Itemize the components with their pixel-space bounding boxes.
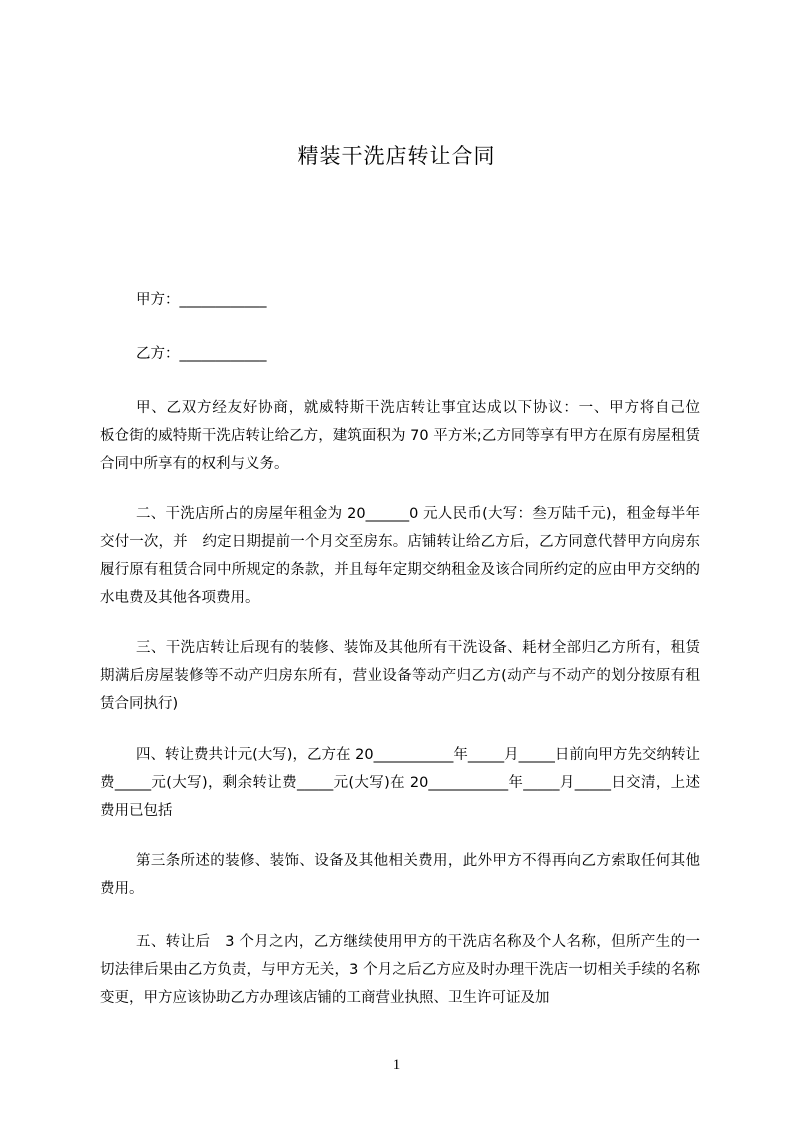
paragraph-rent: 二、干洗店所占的房屋年租金为 20______0 元人民币(大写：叁万陆千元)，租金每半年交付一次，并 约定日期提前一个月交至房东。店铺转让给乙方后，乙方同意代替甲方向房东履行原有租赁合同中所规定的条款，并且每年定期交纳租金及该合同所约定的应由甲方交纳的水电费及其他各项费用。 — [100, 506, 700, 606]
paragraph-name-change: 五、转让后 3 个月之内，乙方继续使用甲方的干洗店名称及个人名称，但所产生的一切法律后果由乙方负责，与甲方无关，3 个月之后乙方应及时办理干洗店一切相关手续的名称变更，甲方应该协助乙方办理该店铺的工商营业执照、卫生许可证及加 — [100, 934, 700, 1006]
paragraph-ownership: 三、干洗店转让后现有的装修、装饰及其他所有干洗设备、耗材全部归乙方所有，租赁期满后房屋装修等不动产归房东所有，营业设备等动产归乙方(动产与不动产的划分按原有租赁合同执行) — [100, 640, 700, 712]
paragraph-article-three-note: 第三条所述的装修、装饰、设备及其他相关费用，此外甲方不得再向乙方索取任何其他费用。 — [100, 853, 700, 897]
party-a-field: 甲方：____________ — [136, 292, 267, 308]
party-b-field: 乙方：____________ — [136, 346, 267, 362]
page-number: 1 — [392, 1057, 401, 1073]
document-title: 精装干洗店转让合同 — [297, 144, 496, 168]
paragraph-transfer-fee: 四、转让费共计元(大写)，乙方在 20___________年_____月_____日前向甲方先交纳转让费_____元(大写)，剩余转让费_____元(大写)在 20___________年_____月_____日交清，上述费用已包括 — [100, 747, 700, 819]
paragraph-intro: 甲、乙双方经友好协商，就威特斯干洗店转让事宜达成以下协议：一、甲方将自己位 板仓街的威特斯干洗店转让给乙方，建筑面积为 70 平方米;乙方同等享有甲方在原有房屋租赁合同中所享有的权利与义务。 — [100, 400, 715, 472]
